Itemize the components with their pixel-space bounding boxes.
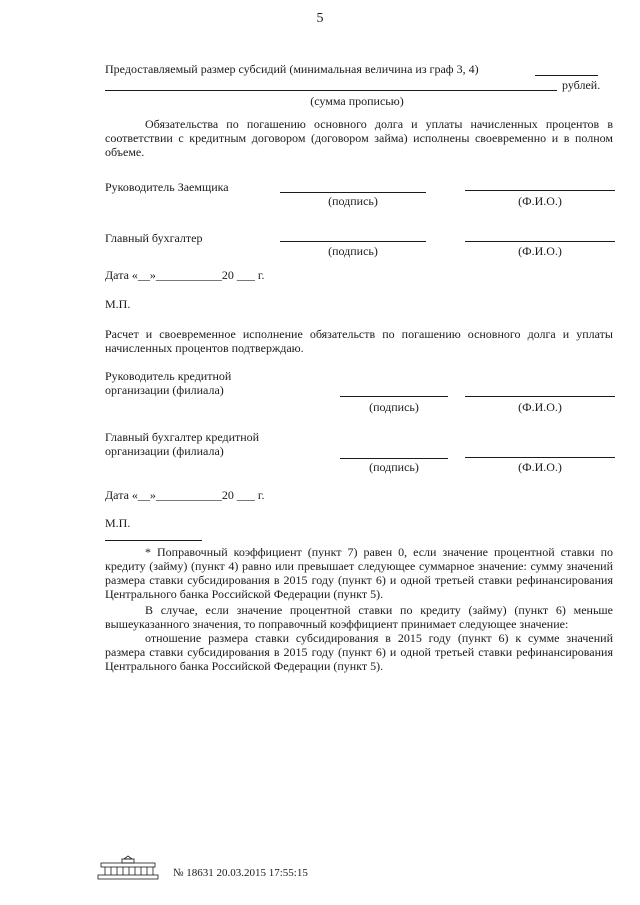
bank-accountant-label-line2: организации (филиала)	[105, 444, 224, 458]
footnote-separator	[105, 540, 202, 541]
bank-accountant-fio-line[interactable]	[465, 457, 615, 458]
bank-accountant-label-line1: Главный бухгалтер кредитной	[105, 430, 260, 444]
rubles-label: рублей.	[562, 78, 601, 92]
bank-head-label-line1: Руководитель кредитной	[105, 369, 232, 383]
borrower-accountant-signature-caption: (подпись)	[328, 244, 378, 258]
registration-stamp: № 18631 20.03.2015 17:55:15	[173, 867, 308, 879]
subsidy-amount-blank[interactable]	[535, 75, 598, 76]
bank-head-fio-line[interactable]	[465, 396, 615, 397]
borrower-head-fio-caption: (Ф.И.О.)	[518, 194, 562, 208]
footnote	[105, 545, 613, 673]
bank-date-field[interactable]: Дата «__»___________20 ___ г.	[105, 488, 265, 502]
borrower-accountant-fio-caption: (Ф.И.О.)	[518, 244, 562, 258]
page-number: 5	[316, 11, 324, 26]
subsidy-words-blank[interactable]	[105, 90, 557, 91]
footnote-p2: В случае, если значение процентной ставки по кредиту (займу) (пункт 6) меньше вышеуказанного значения, то поправочный коэффициент принимает следующее значение:	[105, 603, 613, 631]
obligation-paragraph	[105, 117, 613, 159]
footnote-p3: отношение размера ставки субсидирования в 2015 году (пункт 6) к сумме значений размера ставки субсидирования в 2015 году (пункт 6) и одной третьей ставки рефинансирования Центрального банка Российской Федерации (пункт 5).	[105, 631, 613, 673]
borrower-head-signature-line[interactable]	[280, 192, 426, 193]
bank-accountant-fio-caption: (Ф.И.О.)	[518, 460, 562, 474]
borrower-head-signature-caption: (подпись)	[328, 194, 378, 208]
subsidy-amount-label: Предоставляемый размер субсидий (минимальная величина из граф 3, 4)	[105, 62, 479, 76]
borrower-accountant-signature-line[interactable]	[280, 241, 426, 242]
obligation-text: Обязательства по погашению основного долга и уплаты начисленных процентов в соответствии с кредитным договором (договором займа) исполнены своевременно и в полном объеме.	[105, 117, 613, 159]
bank-head-signature-line[interactable]	[340, 396, 448, 397]
borrower-head-fio-line[interactable]	[465, 190, 615, 191]
borrower-date-field[interactable]: Дата «__»___________20 ___ г.	[105, 268, 265, 282]
bank-head-signature-caption: (подпись)	[369, 400, 419, 414]
borrower-accountant-label: Главный бухгалтер	[105, 231, 203, 245]
confirmation-text: Расчет и своевременное исполнение обязательств по погашению основного долга и уплаты начисленных процентов подтверждаю.	[105, 327, 613, 355]
sum-in-words-caption: (сумма прописью)	[310, 94, 404, 108]
borrower-seal-label: М.П.	[105, 297, 131, 311]
bank-head-label-line2: организации (филиала)	[105, 383, 224, 397]
confirmation-paragraph	[105, 327, 613, 355]
bank-seal-label: М.П.	[105, 516, 131, 530]
registry-building-icon	[95, 855, 161, 881]
borrower-accountant-fio-line[interactable]	[465, 241, 615, 242]
bank-accountant-signature-caption: (подпись)	[369, 460, 419, 474]
footnote-p1: * Поправочный коэффициент (пункт 7) равен 0, если значение процентной ставки по кредиту (займу) (пункт 4) равно или превышает следующее суммарное значение: сумму значений размера ставки субсидирования в 2015 году (пункт 6) и одной третьей ставки рефинансирования Центрального банка Российской Федерации (пункт 5).	[105, 545, 613, 601]
bank-accountant-signature-line[interactable]	[340, 458, 448, 459]
bank-head-fio-caption: (Ф.И.О.)	[518, 400, 562, 414]
borrower-head-label: Руководитель Заемщика	[105, 180, 229, 194]
